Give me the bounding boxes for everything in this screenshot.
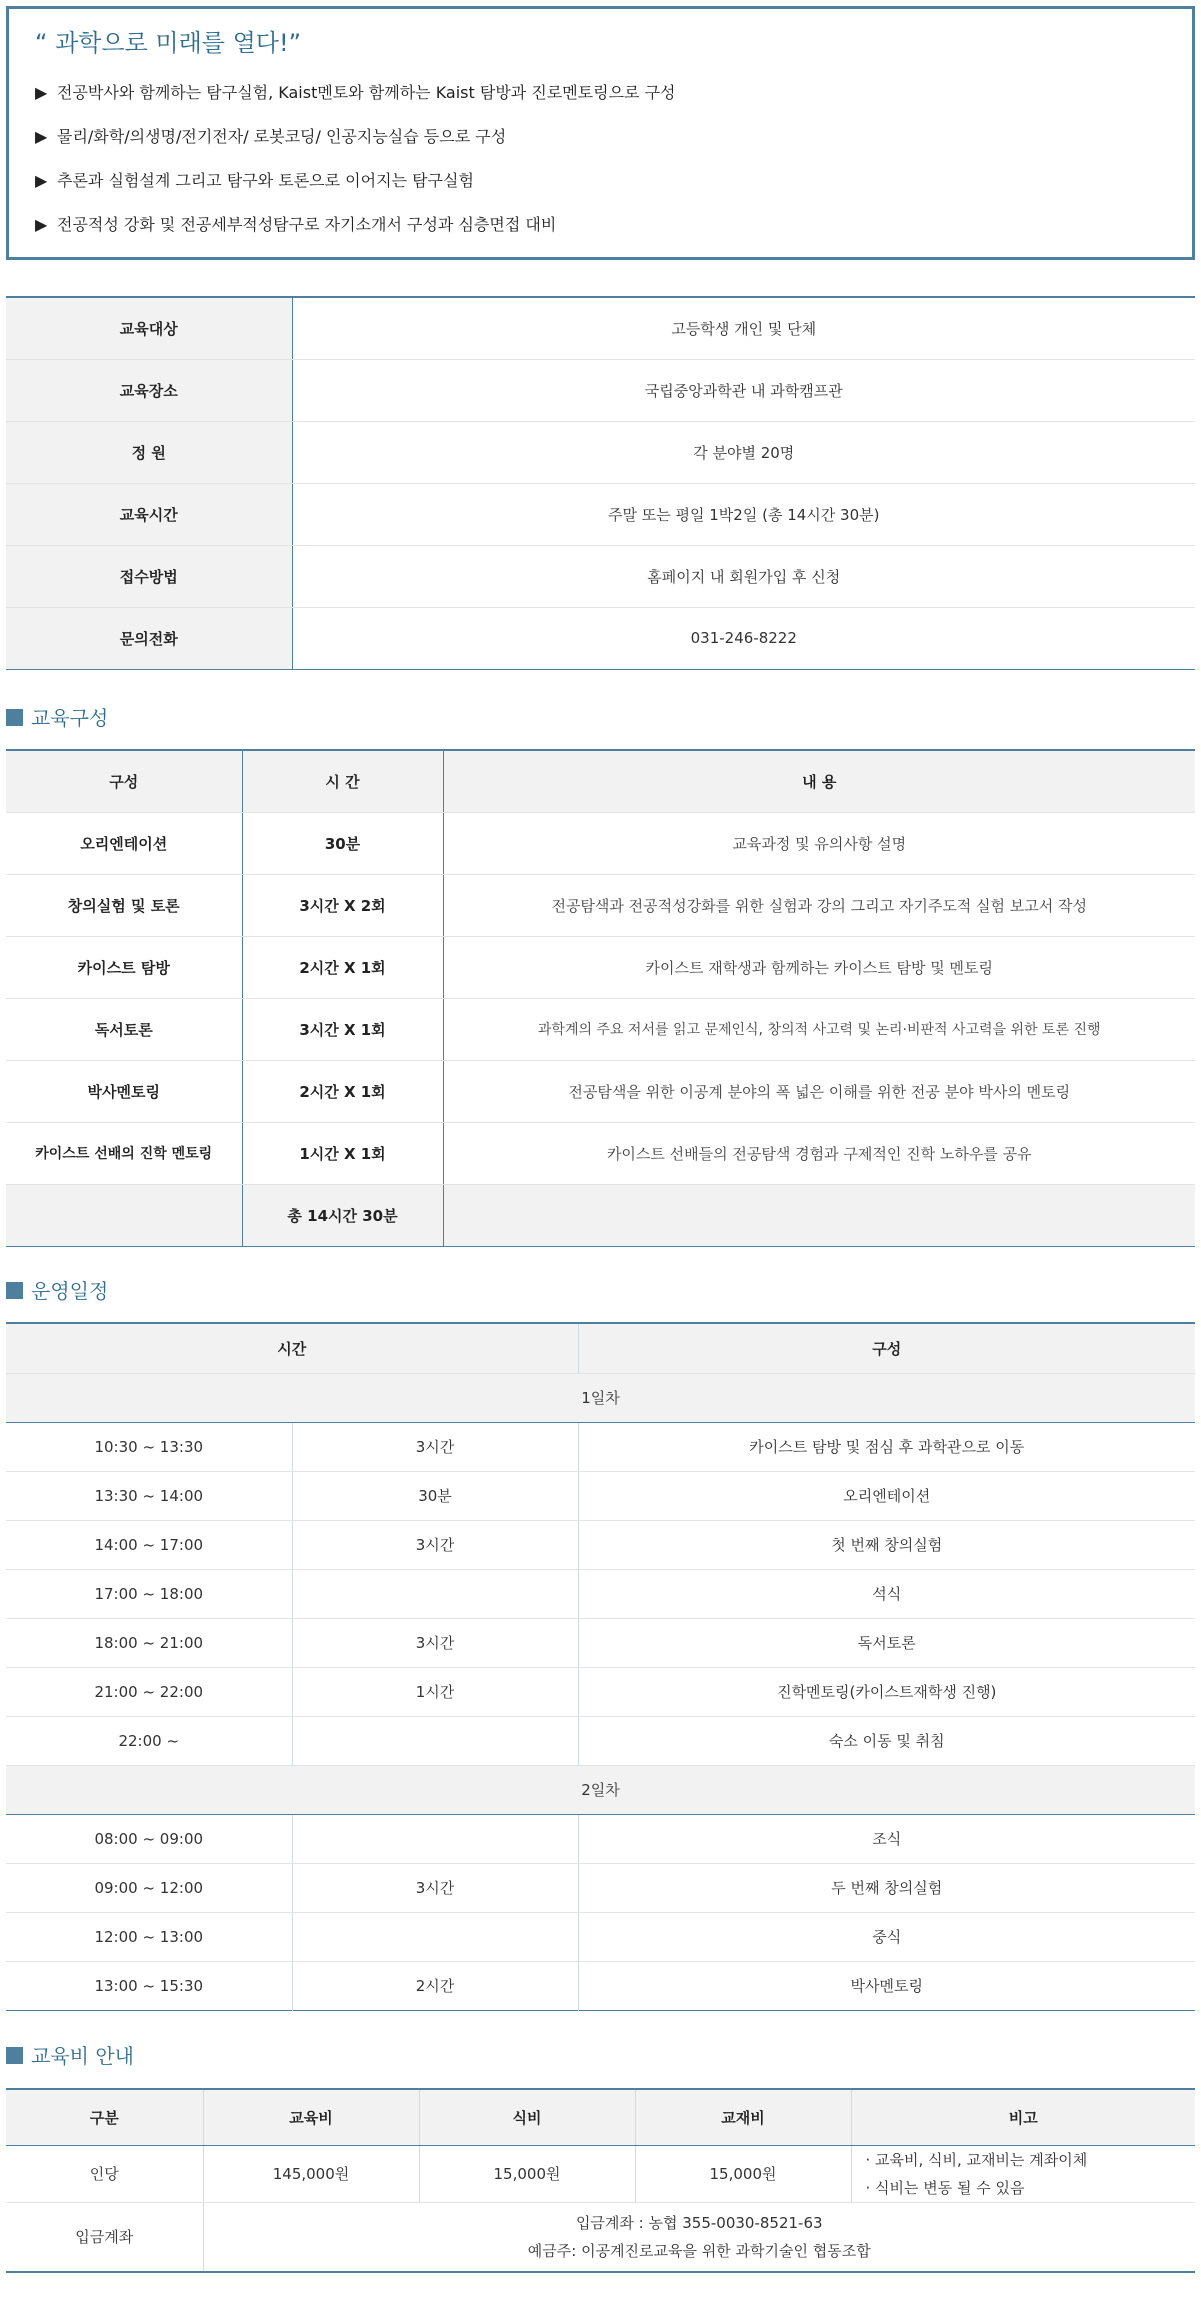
section-title-fee <box>6 2041 134 2071</box>
square-icon <box>6 2047 23 2064</box>
table-row <box>6 1122 1195 1184</box>
comp-time: 3시간 X 2회 <box>242 874 443 936</box>
section-title-text: 교육비 안내 <box>31 2044 134 2068</box>
table-row <box>6 1520 1195 1569</box>
comp-content: 과학계의 주요 저서를 읽고 문제인식, 창의적 사고력 및 논리·비판적 사고력을 위한 토론 진행 <box>443 998 1195 1060</box>
table-row <box>6 936 1195 998</box>
info-value: 031-246-8222 <box>690 629 797 647</box>
sched-content: 독서토론 <box>578 1618 1195 1667</box>
section-title-text: 운영일정 <box>31 1279 109 1303</box>
info-label: 접수방법 <box>6 545 292 607</box>
table-row <box>6 1863 1195 1912</box>
info-label: 교육장소 <box>6 359 292 421</box>
bullet-icon: ▶ <box>35 83 48 102</box>
column-header: 비고 <box>851 2089 1195 2145</box>
comp-content: 전공탐색을 위한 이공계 분야의 폭 넓은 이해를 위한 전공 분야 박사의 멘토링 <box>443 1060 1195 1122</box>
sched-content: 카이스트 탐방 및 점심 후 과학관으로 이동 <box>578 1422 1195 1471</box>
fee-note: · 교육비, 식비, 교재비는 계좌이체 <box>865 2150 1088 2169</box>
table-row <box>6 607 1195 669</box>
sched-duration <box>292 1569 578 1618</box>
sched-duration: 30분 <box>292 1471 578 1520</box>
fee-table <box>6 2088 1195 2273</box>
table-header-row <box>6 2089 1195 2145</box>
table-row <box>6 1961 1195 2010</box>
info-label: 문의전화 <box>6 607 292 669</box>
comp-name: 카이스트 선배의 진학 멘토링 <box>6 1122 242 1184</box>
table-row <box>6 874 1195 936</box>
intro-line <box>35 115 1170 159</box>
sched-content: 조식 <box>578 1814 1195 1863</box>
table-row <box>6 998 1195 1060</box>
intro-line <box>35 159 1170 203</box>
comp-content: 교육과정 및 유의사항 설명 <box>443 812 1195 874</box>
sched-time: 10:30 ~ 13:30 <box>6 1422 292 1471</box>
info-table <box>6 296 1195 670</box>
comp-content: 전공탐색과 전공적성강화를 위한 실험과 강의 그리고 자기주도적 실험 보고서 작성 <box>443 874 1195 936</box>
comp-name: 카이스트 탐방 <box>6 936 242 998</box>
sched-time: 12:00 ~ 13:00 <box>6 1912 292 1961</box>
account-number: 입금계좌 : 농협 355-0030-8521-63 <box>575 2213 823 2232</box>
fee-material: 15,000원 <box>635 2145 851 2202</box>
comp-name: 오리엔테이션 <box>6 812 242 874</box>
intro-line-text: 추론과 실험설계 그리고 탐구와 토론으로 이어지는 탐구실험 <box>57 171 474 190</box>
account-info <box>203 2202 1195 2272</box>
schedule-table <box>6 1322 1195 2011</box>
sched-duration: 3시간 <box>292 1520 578 1569</box>
sched-content: 숙소 이동 및 취침 <box>578 1716 1195 1765</box>
fee-notes <box>851 2145 1195 2202</box>
bullet-icon: ▶ <box>35 127 48 146</box>
sched-duration: 3시간 <box>292 1618 578 1667</box>
table-row <box>6 1912 1195 1961</box>
sched-time: 08:00 ~ 09:00 <box>6 1814 292 1863</box>
table-total-row <box>6 1184 1195 1246</box>
table-row <box>6 545 1195 607</box>
info-value: 국립중앙과학관 내 과학캠프관 <box>292 359 1195 421</box>
table-row <box>6 1060 1195 1122</box>
sched-time: 18:00 ~ 21:00 <box>6 1618 292 1667</box>
comp-name: 박사멘토링 <box>6 1060 242 1122</box>
sched-duration <box>292 1716 578 1765</box>
table-row <box>6 1814 1195 1863</box>
comp-time: 2시간 X 1회 <box>242 936 443 998</box>
sched-content: 첫 번째 창의실험 <box>578 1520 1195 1569</box>
info-value: 홈페이지 내 회원가입 후 신청 <box>292 545 1195 607</box>
table-row <box>6 1716 1195 1765</box>
table-row <box>6 1471 1195 1520</box>
table-row <box>6 1667 1195 1716</box>
comp-name: 독서토론 <box>6 998 242 1060</box>
column-header: 교재비 <box>635 2089 851 2145</box>
bullet-icon: ▶ <box>35 171 48 190</box>
table-row <box>6 359 1195 421</box>
day-row <box>6 1373 1195 1422</box>
comp-content: 카이스트 재학생과 함께하는 카이스트 탐방 및 멘토링 <box>443 936 1195 998</box>
comp-time: 3시간 X 1회 <box>242 998 443 1060</box>
info-value: 각 분야별 20명 <box>292 421 1195 483</box>
sched-content: 두 번째 창의실험 <box>578 1863 1195 1912</box>
column-header: 식비 <box>419 2089 635 2145</box>
table-row <box>6 483 1195 545</box>
intro-line-text: 전공적성 강화 및 전공세부적성탐구로 자기소개서 구성과 심층면접 대비 <box>57 215 557 234</box>
table-header-row <box>6 750 1195 812</box>
comp-name: 창의실험 및 토론 <box>6 874 242 936</box>
intro-line-text: 전공박사와 함께하는 탐구실험, Kaist멘토와 함께하는 Kaist 탐방과 진로멘토링으로 구성 <box>57 83 676 102</box>
fee-meal: 15,000원 <box>419 2145 635 2202</box>
sched-duration <box>292 1814 578 1863</box>
info-label: 교육대상 <box>6 297 292 359</box>
sched-time: 21:00 ~ 22:00 <box>6 1667 292 1716</box>
day-row <box>6 1765 1195 1814</box>
fee-label: 인당 <box>6 2145 203 2202</box>
day-label: 2일차 <box>6 1765 1195 1814</box>
sched-content: 박사멘토링 <box>850 1977 923 1995</box>
comp-time: 2시간 X 1회 <box>242 1060 443 1122</box>
table-row <box>6 812 1195 874</box>
sched-duration: 3시간 <box>292 1422 578 1471</box>
column-header: 교육비 <box>203 2089 419 2145</box>
table-row <box>6 297 1195 359</box>
comp-content: 카이스트 선배들의 전공탐색 경험과 구제적인 진학 노하우를 공유 <box>443 1122 1195 1184</box>
section-title-composition <box>6 703 108 733</box>
day-label: 1일차 <box>6 1373 1195 1422</box>
table-row <box>6 421 1195 483</box>
table-header-row <box>6 1323 1195 1373</box>
column-header: 시간 <box>6 1323 578 1373</box>
info-value: 주말 또는 평일 1박2일 (총 14시간 30분) <box>292 483 1195 545</box>
account-holder: 예금주: 이공계진로교육을 위한 과학기술인 협동조합 <box>527 2241 871 2260</box>
composition-table <box>6 749 1195 1247</box>
column-header: 시 간 <box>242 750 443 812</box>
intro-quote: “ 과학으로 미래를 열다!” <box>35 29 302 57</box>
intro-line <box>35 203 1170 247</box>
sched-time: 13:00 ~ 15:30 <box>6 1961 292 2010</box>
empty-cell <box>6 1184 242 1246</box>
column-header: 구성 <box>578 1323 1195 1373</box>
section-title-schedule <box>6 1276 108 1306</box>
info-label: 정 원 <box>6 421 292 483</box>
table-row <box>6 1569 1195 1618</box>
table-row <box>6 1618 1195 1667</box>
intro-box <box>6 6 1195 260</box>
column-header: 구성 <box>6 750 242 812</box>
sched-content: 중식 <box>578 1912 1195 1961</box>
info-value: 고등학생 개인 및 단체 <box>292 297 1195 359</box>
square-icon <box>6 709 23 726</box>
sched-time: 14:00 ~ 17:00 <box>6 1520 292 1569</box>
section-title-text: 교육구성 <box>31 706 109 730</box>
sched-content: 석식 <box>578 1569 1195 1618</box>
sched-duration: 2시간 <box>292 1961 578 2010</box>
sched-time: 22:00 ~ <box>6 1716 292 1765</box>
sched-content: 진학멘토링(카이스트재학생 진행) <box>578 1667 1195 1716</box>
square-icon <box>6 1282 23 1299</box>
comp-time: 30분 <box>242 812 443 874</box>
sched-duration <box>292 1912 578 1961</box>
sched-duration: 3시간 <box>292 1863 578 1912</box>
intro-line <box>35 71 1170 115</box>
sched-time: 17:00 ~ 18:00 <box>6 1569 292 1618</box>
sched-content: 오리엔테이션 <box>578 1471 1195 1520</box>
table-row <box>6 1422 1195 1471</box>
comp-total: 총 14시간 30분 <box>242 1184 443 1246</box>
sched-duration: 1시간 <box>292 1667 578 1716</box>
bullet-icon: ▶ <box>35 215 48 234</box>
info-label: 교육시간 <box>6 483 292 545</box>
column-header: 내 용 <box>443 750 1195 812</box>
empty-cell <box>443 1184 1195 1246</box>
fee-note: · 식비는 변동 될 수 있음 <box>865 2178 1025 2197</box>
table-row <box>6 2202 1195 2272</box>
fee-tuition: 145,000원 <box>203 2145 419 2202</box>
intro-line-text: 물리/화학/의생명/전기전자/ 로봇코딩/ 인공지능실습 등으로 구성 <box>57 127 507 146</box>
column-header: 구분 <box>6 2089 203 2145</box>
account-label: 입금계좌 <box>6 2202 203 2272</box>
sched-time: 09:00 ~ 12:00 <box>6 1863 292 1912</box>
table-row <box>6 2145 1195 2202</box>
sched-time: 13:30 ~ 14:00 <box>6 1471 292 1520</box>
comp-time: 1시간 X 1회 <box>242 1122 443 1184</box>
